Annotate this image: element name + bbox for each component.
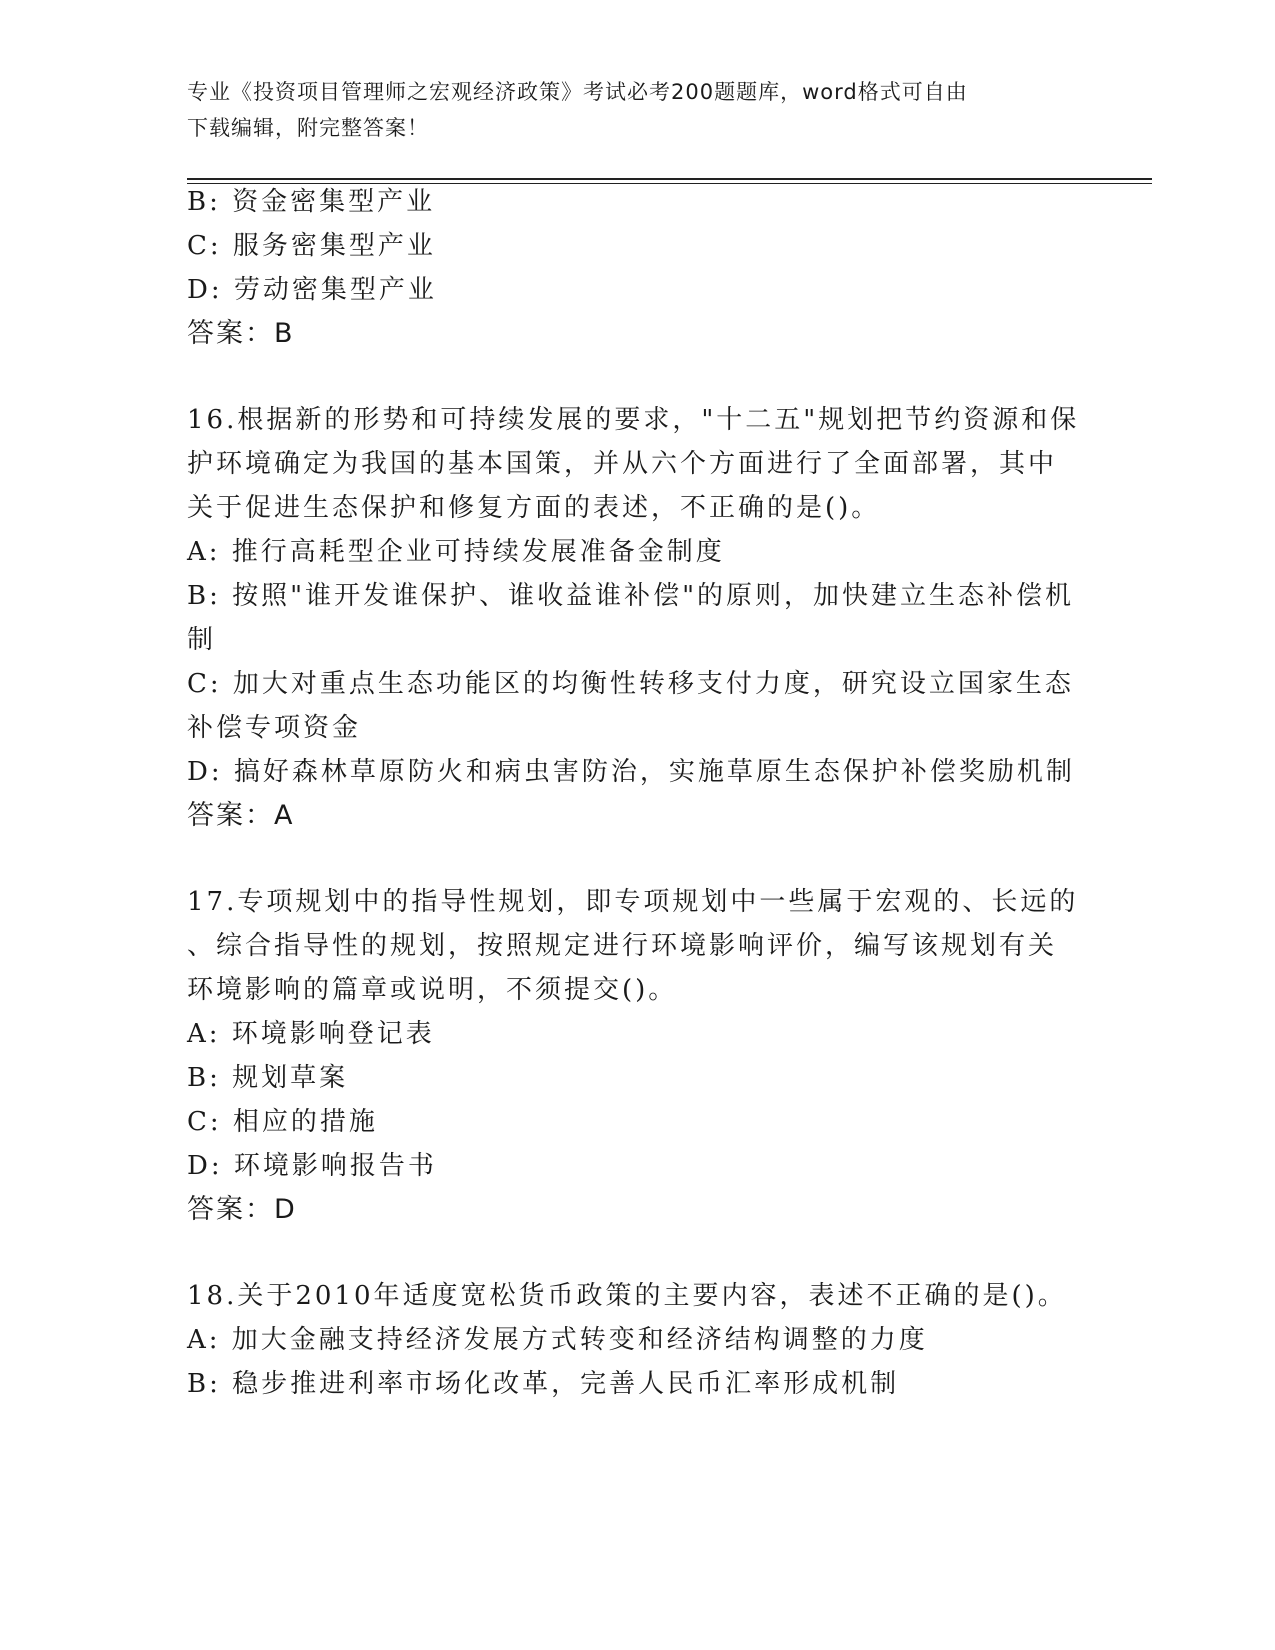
q16-option-d: D: 搞好森林草原防火和病虫害防治，实施草原生态保护补偿奖励机制 — [187, 757, 1075, 787]
q15-option-c: C: 服务密集型产业 — [187, 231, 436, 261]
q17-stem-line-2: 、综合指导性的规划，按照规定进行环境影响评价，编写该规划有关 — [187, 931, 1058, 961]
q16-option-c-line-2: 补偿专项资金 — [187, 713, 362, 743]
q16-stem-line-1: 16.根据新的形势和可持续发展的要求，"十二五"规划把节约资源和保 — [187, 405, 1080, 435]
q16-stem-line-3: 关于促进生态保护和修复方面的表述，不正确的是()。 — [187, 493, 881, 523]
q17-option-b: B: 规划草案 — [187, 1063, 349, 1093]
q18-stem-line-1: 18.关于2010年适度宽松货币政策的主要内容，表述不正确的是()。 — [187, 1281, 1067, 1311]
header-rule-thick — [187, 178, 1152, 180]
q17-stem-line-3: 环境影响的篇章或说明，不须提交()。 — [187, 975, 678, 1005]
q15-answer: 答案：B — [187, 318, 295, 349]
header-line-1: 专业《投资项目管理师之宏观经济政策》考试必考200题题库，word格式可自由 — [187, 80, 968, 104]
q15-option-b: B: 资金密集型产业 — [187, 187, 436, 217]
q17-option-a: A: 环境影响登记表 — [187, 1019, 435, 1049]
q15-option-d: D: 劳动密集型产业 — [187, 275, 437, 305]
q17-answer: 答案：D — [187, 1194, 297, 1225]
q16-option-a: A: 推行高耗型企业可持续发展准备金制度 — [187, 537, 725, 567]
q16-answer: 答案：A — [187, 800, 295, 831]
q17-option-d: D: 环境影响报告书 — [187, 1151, 437, 1181]
header-rule-thin — [187, 183, 1152, 184]
q16-stem-line-2: 护环境确定为我国的基本国策，并从六个方面进行了全面部署，其中 — [187, 449, 1058, 479]
q17-option-c: C: 相应的措施 — [187, 1107, 378, 1137]
document-header — [187, 74, 1067, 146]
q16-option-b-line-2: 制 — [187, 625, 217, 655]
header-line-2: 下载编辑，附完整答案！ — [187, 116, 429, 140]
q18-option-b: B: 稳步推进利率市场化改革，完善人民币汇率形成机制 — [187, 1369, 900, 1399]
q18-option-a: A: 加大金融支持经济发展方式转变和经济结构调整的力度 — [187, 1325, 928, 1355]
q16-option-c-line-1: C: 加大对重点生态功能区的均衡性转移支付力度，研究设立国家生态 — [187, 669, 1074, 699]
q17-stem-line-1: 17.专项规划中的指导性规划，即专项规划中一些属于宏观的、长远的 — [187, 887, 1079, 917]
q16-option-b-line-1: B: 按照"谁开发谁保护、谁收益谁补偿"的原则，加快建立生态补偿机 — [187, 581, 1075, 611]
